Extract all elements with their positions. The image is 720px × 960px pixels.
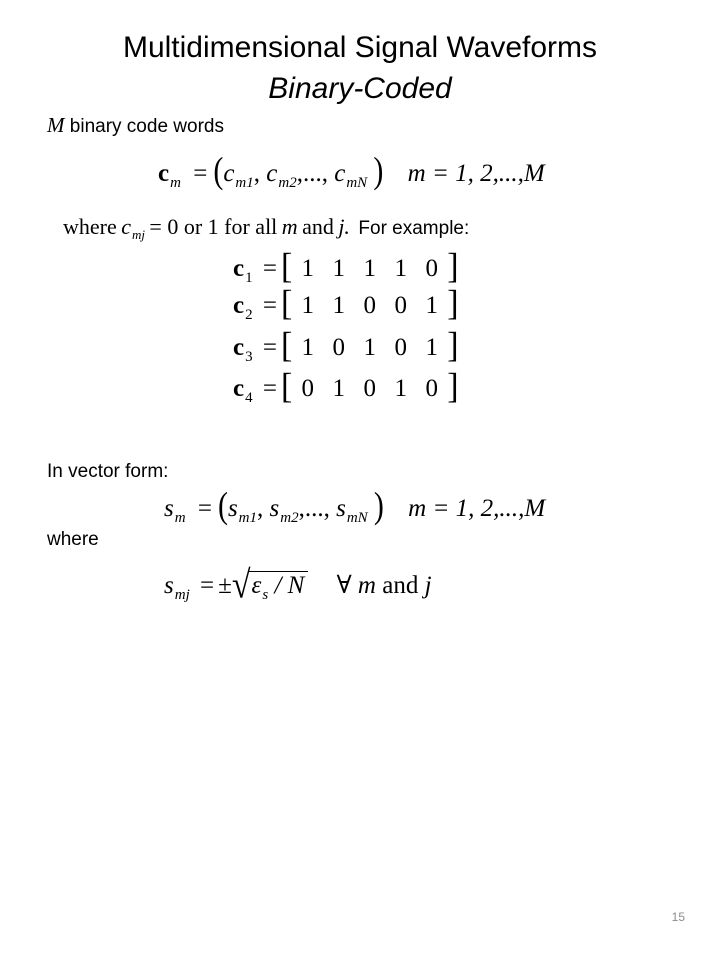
example-row: $c_4$ = [ 0 1 0 1 0 ]: [233, 367, 459, 406]
left-paren: (: [217, 484, 228, 526]
example-symbol: c: [233, 334, 245, 361]
lhs-subscript: m: [170, 175, 181, 191]
lhs-symbol: c: [158, 160, 170, 187]
var-m: m: [357, 572, 376, 599]
where-var-subscript: mj: [131, 227, 145, 243]
example-subscript: 4: [245, 390, 253, 406]
comma: ,: [253, 160, 261, 187]
where-var: c: [121, 214, 131, 239]
right-bracket: ]: [447, 367, 459, 406]
epsilon-subscript: s: [262, 587, 269, 603]
example-row: $c_3$ = [ 1 0 1 0 1 ]: [233, 326, 459, 365]
radical-sign: √: [231, 564, 251, 607]
example-symbol: c: [233, 255, 245, 282]
comma: ,: [321, 160, 328, 187]
bit-value: 0: [425, 375, 439, 402]
left-bracket: [: [280, 284, 293, 323]
var-j: j.: [338, 214, 350, 239]
lhs-subscript: mj: [174, 587, 190, 603]
square-root: [231, 564, 309, 607]
right-bracket: ]: [447, 326, 459, 365]
example-symbol: c: [233, 292, 245, 319]
intro-text: binary code words: [69, 116, 224, 137]
right-bracket: ]: [447, 284, 459, 323]
divide-by-n: / N: [274, 572, 305, 599]
example-row: $c_1$ = [ 1 1 1 1 0 ]: [233, 247, 459, 286]
intro-line: [47, 113, 224, 138]
bit-value: 0: [425, 255, 439, 282]
bit-value: 0: [332, 334, 346, 361]
bit-value: 1: [332, 375, 346, 402]
comma: ,: [296, 160, 303, 187]
bit-value: 1: [425, 292, 439, 319]
element-symbol: s: [269, 495, 280, 522]
element-symbol: c: [223, 160, 235, 187]
element-subscript: m1: [238, 510, 258, 526]
bit-value: 1: [301, 292, 315, 319]
right-paren: ): [373, 149, 384, 191]
intro-symbol: M: [47, 113, 65, 137]
page-number: 15: [671, 910, 685, 924]
lhs-symbol: s: [164, 495, 174, 522]
left-bracket: [: [280, 247, 293, 286]
right-paren: ): [373, 484, 384, 526]
example-subscript: 1: [245, 270, 253, 286]
bit-value: 1: [363, 255, 377, 282]
symbol-amplitude-equation: $s_{mj} = \pm√\varepsilon_s / N$ ∀ m and j: [164, 564, 432, 607]
ellipsis: ...: [302, 160, 322, 187]
element-subscript: mN: [346, 175, 368, 191]
bit-value: 0: [394, 292, 408, 319]
and-word: and: [382, 572, 419, 599]
element-symbol: c: [334, 160, 346, 187]
bit-value: 1: [425, 334, 439, 361]
bit-value: 1: [301, 334, 315, 361]
where-label: where: [47, 529, 99, 550]
bit-value: 1: [332, 255, 346, 282]
left-bracket: [: [280, 367, 293, 406]
example-subscript: 3: [245, 349, 253, 365]
where-word: where: [63, 214, 117, 239]
bit-value: 1: [394, 375, 408, 402]
left-paren: (: [213, 149, 224, 191]
vector-form-equation: $s_m = (s_{m1}$, $s_{m2}$,..., $s_{mN}$ ) m = 1, 2,...,M: [164, 484, 546, 526]
slide-subtitle: Binary-Coded: [268, 72, 452, 105]
var-m: m: [281, 214, 298, 239]
bit-value: 0: [394, 334, 408, 361]
condition-text: = 0 or 1 for all: [149, 214, 278, 239]
slide-title: Multidimensional Signal Waveforms: [122, 31, 598, 64]
right-bracket: ]: [447, 247, 459, 286]
bit-value: 0: [363, 292, 377, 319]
for-example-text: For example:: [358, 218, 470, 239]
bit-value: 1: [363, 334, 377, 361]
index-range: m = 1, 2,...,M: [407, 160, 545, 187]
epsilon: ε: [251, 572, 262, 599]
where-clause: [63, 214, 470, 243]
bit-value: 1: [332, 292, 346, 319]
element-symbol: c: [266, 160, 278, 187]
bit-value: 0: [301, 375, 315, 402]
and-word: and: [302, 214, 334, 239]
var-j: j: [424, 572, 432, 599]
lhs-symbol: s: [164, 572, 174, 599]
element-subscript: m2: [278, 175, 297, 191]
element-subscript: m1: [235, 175, 254, 191]
lhs-subscript: m: [174, 510, 186, 526]
radicand: [249, 571, 309, 603]
vector-form-label: In vector form:: [47, 461, 169, 482]
bit-value: 1: [394, 255, 408, 282]
element-symbol: s: [336, 495, 346, 522]
element-subscript: mN: [346, 510, 368, 526]
bit-value: 0: [363, 375, 377, 402]
equals-sign: =: [193, 160, 208, 187]
left-bracket: [: [280, 326, 293, 365]
plus-minus: ±: [218, 572, 232, 599]
index-range: m = 1, 2,...,M: [408, 495, 546, 522]
example-symbol: c: [233, 375, 245, 402]
bit-value: 1: [301, 255, 315, 282]
example-subscript: 2: [245, 307, 253, 323]
example-row: $c_2$ = [ 1 1 0 0 1 ]: [233, 284, 459, 323]
forall-symbol: ∀: [336, 572, 352, 599]
element-subscript: m2: [280, 510, 299, 526]
element-symbol: s: [227, 495, 238, 522]
codeword-equation: [158, 149, 545, 192]
